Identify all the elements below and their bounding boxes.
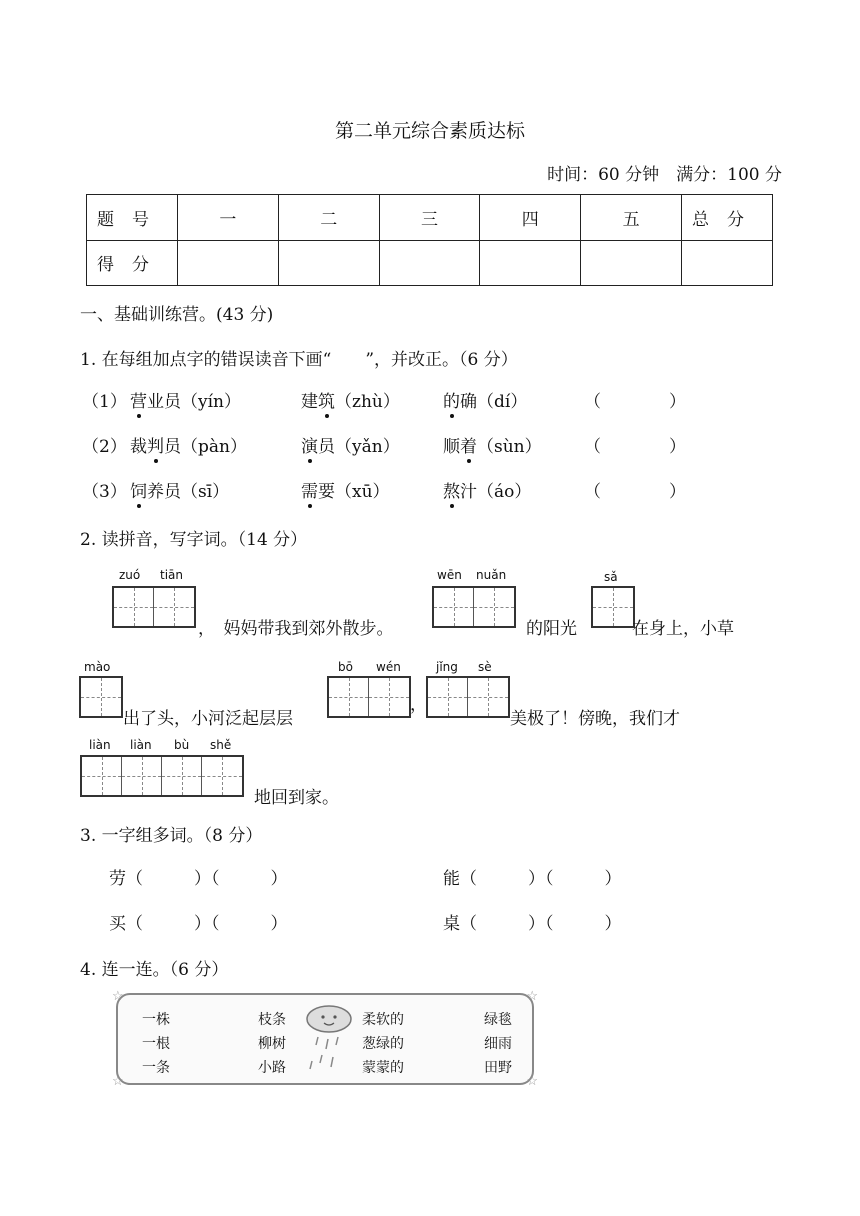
score-col-4: 四 (480, 195, 581, 241)
q3-blanks[interactable]: （ ）（ ） (460, 869, 622, 889)
writing-grid-mao[interactable] (79, 676, 123, 718)
q2-text: 美极了！傍晚，我们才 (510, 709, 680, 729)
score-col-3: 三 (379, 195, 480, 241)
score-table-head-score: 得分 (87, 240, 178, 286)
match-col3-item[interactable]: 蒙蒙的 (362, 1060, 404, 1076)
pinyin-label: nuǎn (476, 568, 507, 582)
q1-item-a: 裁判员（pàn） (130, 437, 247, 457)
q1-answer-blank[interactable]: （ ） (584, 482, 686, 502)
writing-grid-zuotian[interactable] (112, 586, 196, 628)
match-col1-item[interactable]: 一条 (142, 1060, 170, 1076)
match-col1-item[interactable]: 一根 (142, 1036, 170, 1052)
match-col4-item[interactable]: 田野 (484, 1060, 512, 1076)
pinyin-label: jǐng (436, 660, 458, 674)
matching-box (112, 989, 538, 1089)
q1-row-num: （3） (82, 482, 127, 502)
match-col4-item[interactable]: 细雨 (484, 1036, 512, 1052)
q1-item-b: 演员（yǎn） (301, 437, 400, 457)
q3-blanks[interactable]: （ ）（ ） (126, 869, 288, 889)
match-col3-item[interactable]: 柔软的 (362, 1012, 404, 1028)
writing-grid-jingse[interactable] (426, 676, 510, 718)
score-cell-total[interactable] (682, 240, 773, 286)
q3-item: 桌（ ）（ ） (443, 914, 622, 934)
match-col2-item[interactable]: 柳树 (258, 1036, 286, 1052)
q2-text: 地回到家。 (254, 788, 339, 808)
q1-row-num: （2） (82, 437, 127, 457)
writing-grid-lianlianbushe[interactable] (80, 755, 244, 797)
writing-grid-bowen[interactable] (327, 676, 411, 718)
page-title: 第二单元综合素质达标 (334, 120, 525, 142)
writing-cell[interactable] (369, 678, 409, 716)
writing-cell[interactable] (154, 588, 194, 626)
q3-item: 能（ ）（ ） (443, 869, 622, 889)
rain-cloud-icon (300, 999, 358, 1081)
q1-title: 1. 在每组加点字的错误读音下画“ ”，并改正。（6 分） (80, 350, 518, 370)
q2-text: 的阳光 (526, 619, 577, 639)
score-cell-2[interactable] (278, 240, 379, 286)
match-col1-item[interactable]: 一株 (142, 1012, 170, 1028)
pinyin-label: shě (210, 738, 232, 752)
writing-cell[interactable] (428, 678, 468, 716)
writing-cell[interactable] (434, 588, 474, 626)
pinyin-label: sǎ (604, 570, 618, 584)
writing-cell[interactable] (474, 588, 514, 626)
q2-text: 在身上，小草 (632, 619, 734, 639)
q1-row-num: （1） (82, 392, 127, 412)
writing-cell[interactable] (202, 757, 242, 795)
pinyin-label: tiān (160, 568, 183, 582)
q1-item-b: 建筑（zhù） (301, 392, 400, 412)
q2-text: ， (410, 695, 427, 715)
writing-cell[interactable] (122, 757, 162, 795)
pinyin-label: mào (84, 660, 111, 674)
star-icon: ☆ (112, 989, 124, 1004)
writing-cell[interactable] (81, 678, 121, 716)
score-col-2: 二 (278, 195, 379, 241)
score-col-1: 一 (178, 195, 279, 241)
q2-text: ， 妈妈带我到郊外散步。 (198, 619, 394, 639)
score-cell-1[interactable] (178, 240, 279, 286)
pinyin-label: wén (376, 660, 401, 674)
match-col3-item[interactable]: 葱绿的 (362, 1036, 404, 1052)
q3-blanks[interactable]: （ ）（ ） (460, 914, 622, 934)
writing-cell[interactable] (468, 678, 508, 716)
score-cell-4[interactable] (480, 240, 581, 286)
q2-title: 2. 读拼音，写字词。（14 分） (80, 530, 308, 550)
pinyin-label: bù (174, 738, 190, 752)
star-icon: ☆ (526, 989, 538, 1004)
q1-item-b: 需要（xū） (301, 482, 390, 502)
q3-item: 买（ ）（ ） (109, 914, 288, 934)
q1-item-a: 营业员（yín） (130, 392, 241, 412)
pinyin-label: liàn (89, 738, 111, 752)
score-col-total: 总分 (682, 195, 773, 241)
star-icon: ☆ (526, 1074, 538, 1089)
q2-text: 出了头，小河泛起层层 (123, 709, 293, 729)
pinyin-label: zuó (119, 568, 141, 582)
section-1-heading: 一、基础训练营。(43 分) (80, 305, 274, 325)
match-col4-item[interactable]: 绿毯 (484, 1012, 512, 1028)
exam-meta: 时间：60 分钟 满分：100 分 (547, 165, 782, 185)
writing-cell[interactable] (593, 588, 633, 626)
q1-item-a: 饲养员（sī） (130, 482, 230, 502)
pinyin-label: sè (478, 660, 492, 674)
writing-cell[interactable] (162, 757, 202, 795)
score-col-5: 五 (581, 195, 682, 241)
star-icon: ☆ (112, 1074, 124, 1089)
writing-cell[interactable] (329, 678, 369, 716)
writing-grid-wennuan[interactable] (432, 586, 516, 628)
q1-item-c: 的确（dí） (443, 392, 528, 412)
match-col2-item[interactable]: 枝条 (258, 1012, 286, 1028)
q1-answer-blank[interactable]: （ ） (584, 437, 686, 457)
q1-item-c: 熬汁（áo） (443, 482, 532, 502)
q4-title: 4. 连一连。（6 分） (80, 960, 229, 980)
q1-item-c: 顺着（sùn） (443, 437, 542, 457)
q1-answer-blank[interactable]: （ ） (584, 392, 686, 412)
q3-blanks[interactable]: （ ）（ ） (126, 914, 288, 934)
q3-title: 3. 一字组多词。（8 分） (80, 826, 263, 846)
match-col2-item[interactable]: 小路 (258, 1060, 286, 1076)
pinyin-label: bō (338, 660, 353, 674)
score-cell-3[interactable] (379, 240, 480, 286)
score-table-head-number: 题号 (87, 195, 178, 241)
writing-cell[interactable] (114, 588, 154, 626)
pinyin-label: liàn (130, 738, 152, 752)
score-table (86, 194, 773, 286)
pinyin-label: wēn (437, 568, 462, 582)
writing-grid-sa[interactable] (591, 586, 635, 628)
score-cell-5[interactable] (581, 240, 682, 286)
q3-item: 劳（ ）（ ） (109, 869, 288, 889)
writing-cell[interactable] (82, 757, 122, 795)
